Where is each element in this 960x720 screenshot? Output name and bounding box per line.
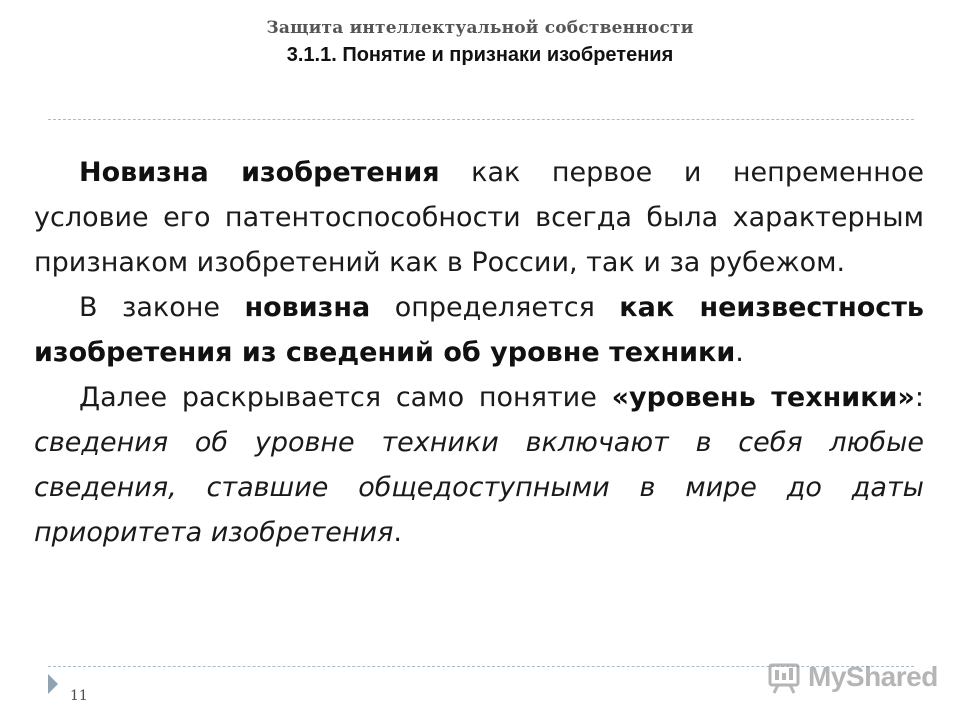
section-title: 3.1.1. Понятие и признаки изобретения (286, 44, 674, 66)
paragraph-text: определяется (370, 292, 620, 323)
watermark-text: MyShared (808, 661, 938, 692)
page-number: 11 (70, 688, 88, 704)
top-divider (48, 119, 914, 120)
triangle-marker-icon (48, 674, 58, 694)
paragraph-text: В законе (79, 292, 245, 323)
definition-novelty: как неизвестность изобретения из сведений об уровне техники (34, 292, 925, 368)
paragraph-text: как первое и непременное условие его патентоспособности всегда была характерным признаком изобретений как в России, так и за рубежом. (34, 157, 924, 278)
presentation-board-icon (766, 659, 802, 695)
slide-body (34, 150, 924, 555)
definition-state-of-art: сведения об уровне техники включают в себя любые сведения, ставшие общедоступными в мире до даты приоритета изобретения (34, 427, 924, 548)
term-novelty-of-invention: Новизна изобретения (79, 157, 440, 188)
paragraph-novelty (34, 150, 924, 285)
term-novelty: новизна (244, 292, 371, 323)
term-state-of-art: «уровень техники» (611, 382, 915, 413)
slide-header (0, 18, 960, 67)
watermark-logo (766, 655, 938, 699)
course-title: Защита интеллектуальной собственности (266, 18, 694, 38)
paragraph-punct: . (393, 517, 402, 548)
paragraph-punct: : (914, 382, 924, 413)
paragraph-punct: . (735, 337, 744, 368)
paragraph-text: Далее раскрывается само понятие (79, 382, 612, 413)
paragraph-state-of-art (34, 375, 924, 555)
paragraph-law (34, 285, 924, 375)
